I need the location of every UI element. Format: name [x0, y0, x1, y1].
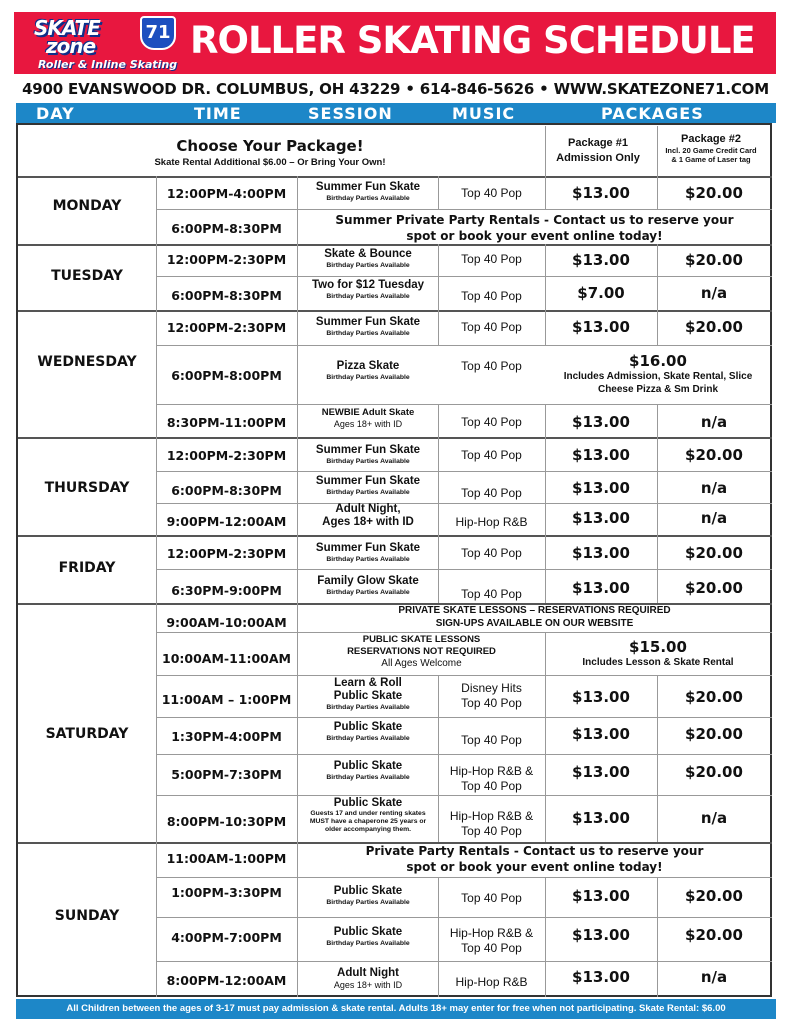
row-12-note-line-2: SIGN-UPS AVAILABLE ON OUR WEBSITE [435, 618, 634, 629]
row-9-time: 9:00PM-12:00AM [166, 514, 287, 529]
row-14-music [438, 681, 545, 711]
row-16-package-1-price: $13.00 [572, 763, 630, 781]
row-17-session-note-2: MUST have a chaperone 25 years or [309, 818, 427, 825]
row-17-package-1-price: $13.00 [572, 809, 630, 827]
row-12-note-line-1: PRIVATE SKATE LESSONS – RESERVATIONS REQUIRED [398, 605, 671, 616]
row-13-price: $15.00 [629, 638, 687, 656]
row-0-package-1-price: $13.00 [572, 184, 630, 202]
header-music: MUSIC [452, 104, 516, 123]
row-3-music: Top 40 Pop [461, 289, 522, 303]
grid-line [156, 471, 772, 472]
row-11-time: 6:30PM-9:00PM [171, 583, 282, 598]
row-15-package-1-price: $13.00 [572, 725, 630, 743]
row-5-session-name: Pizza Skate [336, 360, 400, 372]
row-0-session [298, 181, 438, 203]
grid-line [156, 276, 772, 277]
row-16-music-1: Hip-Hop R&B & [449, 764, 534, 778]
header-time: TIME [194, 104, 242, 123]
row-1-private-party-note [298, 212, 771, 244]
row-20-package-1-price: $13.00 [572, 926, 630, 944]
row-13-price-line-1: Includes Lesson & Skate Rental [582, 657, 734, 668]
row-7-package-2-price: $20.00 [685, 446, 743, 464]
row-4-package-2-price: $20.00 [685, 318, 743, 336]
row-13-session-note: All Ages Welcome [381, 658, 462, 669]
row-0-package-2-price: $20.00 [685, 184, 743, 202]
grid-line [18, 244, 772, 246]
header-session: SESSION [308, 104, 393, 123]
row-11-music: Top 40 Pop [461, 587, 522, 601]
row-9-package-1-price: $13.00 [572, 509, 630, 527]
day-sunday: SUNDAY [54, 908, 120, 924]
row-21-session-note: Ages 18+ with ID [333, 980, 403, 990]
day-friday: FRIDAY [58, 560, 116, 576]
row-10-session-note: Birthday Parties Available [326, 556, 410, 563]
footer-note: All Children between the ages of 3-17 must pay admission & skate rental. Adults 18+ may enter for free when not participating. Skate Rental: $6.00 [16, 999, 776, 1019]
choose-package-title: Choose Your Package! [176, 137, 364, 155]
row-2-time: 12:00PM-2:30PM [166, 252, 287, 267]
row-17-music-2: Top 40 Pop [461, 824, 522, 838]
row-17-time: 8:00PM-10:30PM [166, 814, 287, 829]
row-2-session-name: Skate & Bounce [324, 248, 412, 260]
row-6-time: 8:30PM-11:00PM [166, 415, 287, 430]
row-15-package-2-price: $20.00 [685, 725, 743, 743]
row-21-session-name: Adult Night [337, 967, 399, 979]
row-16-package-2-price: $20.00 [685, 763, 743, 781]
row-2-session [298, 248, 438, 270]
row-18-time: 11:00AM-1:00PM [166, 851, 287, 866]
row-21-package-2-price: n/a [700, 968, 728, 986]
row-10-music: Top 40 Pop [461, 546, 522, 560]
row-13-session-name-2: RESERVATIONS NOT REQUIRED [347, 646, 496, 657]
row-18-note-line-2: spot or book your event online today! [406, 860, 663, 874]
row-13-lesson-package [545, 638, 771, 669]
row-19-session-name: Public Skate [333, 885, 403, 897]
row-21-package-1-price: $13.00 [572, 968, 630, 986]
row-14-session-note: Birthday Parties Available [326, 704, 410, 711]
row-4-music: Top 40 Pop [461, 320, 522, 334]
day-monday: MONDAY [52, 198, 122, 214]
day-tuesday: TUESDAY [51, 268, 123, 284]
row-3-package-1-price: $7.00 [577, 284, 625, 302]
row-20-session-note: Birthday Parties Available [326, 940, 410, 947]
row-8-time: 6:00PM-8:30PM [171, 483, 282, 498]
grid-line [156, 917, 772, 918]
row-11-session-name: Family Glow Skate [317, 575, 419, 587]
row-4-package-1-price: $13.00 [572, 318, 630, 336]
grid-line [545, 126, 546, 176]
row-17-session-note-1: Guests 17 and under renting skates [310, 810, 426, 817]
row-20-time: 4:00PM-7:00PM [171, 930, 282, 945]
logo-number: 71 [145, 22, 171, 43]
row-17-music [438, 809, 545, 839]
grid-line [657, 404, 658, 603]
row-7-time: 12:00PM-2:30PM [166, 448, 287, 463]
row-10-session-name: Summer Fun Skate [315, 542, 421, 554]
row-19-music: Top 40 Pop [461, 891, 522, 905]
row-4-session-name: Summer Fun Skate [315, 316, 421, 328]
row-16-session [298, 760, 438, 782]
day-thursday: THURSDAY [44, 480, 130, 496]
grid-line [156, 632, 772, 633]
row-15-time: 1:30PM-4:00PM [171, 729, 282, 744]
row-5-price-line-1: Includes Admission, Skate Rental, Slice [563, 371, 753, 382]
row-6-package-1-price: $13.00 [572, 413, 630, 431]
grid-line [156, 569, 772, 570]
row-12-private-lessons-note [298, 604, 771, 630]
row-20-music-1: Hip-Hop R&B & [449, 926, 534, 940]
row-0-time: 12:00PM-4:00PM [166, 186, 287, 201]
grid-line [156, 675, 772, 676]
grid-line [18, 310, 772, 312]
grid-line [156, 209, 772, 210]
row-20-music-2: Top 40 Pop [461, 941, 522, 955]
row-15-session [298, 721, 438, 743]
row-2-session-note: Birthday Parties Available [326, 262, 410, 269]
package-2-desc-2: & 1 Game of Laser tag [671, 155, 751, 164]
row-14-music-2: Top 40 Pop [461, 696, 522, 710]
row-17-music-1: Hip-Hop R&B & [449, 809, 534, 823]
row-7-session [298, 444, 438, 466]
row-5-session [298, 360, 438, 382]
grid-line [156, 961, 772, 962]
row-7-session-note: Birthday Parties Available [326, 458, 410, 465]
row-0-session-note: Birthday Parties Available [326, 195, 410, 202]
row-3-package-2-price: n/a [700, 284, 728, 302]
row-13-session [298, 634, 545, 670]
header-day: DAY [36, 104, 75, 123]
row-12-time: 9:00AM-10:00AM [166, 615, 287, 630]
grid-line [156, 795, 772, 796]
row-13-session-name: PUBLIC SKATE LESSONS [362, 634, 481, 645]
row-3-session [298, 279, 438, 301]
row-18-note-line-1: Private Party Rentals - Contact us to reserve your [365, 844, 704, 858]
row-4-time: 12:00PM-2:30PM [166, 320, 287, 335]
header-packages: PACKAGES [601, 104, 704, 123]
row-16-session-note: Birthday Parties Available [326, 774, 410, 781]
row-3-session-note: Birthday Parties Available [326, 293, 410, 300]
row-15-music: Top 40 Pop [461, 733, 522, 747]
row-10-time: 12:00PM-2:30PM [166, 546, 287, 561]
row-19-session-note: Birthday Parties Available [326, 899, 410, 906]
row-11-package-2-price: $20.00 [685, 579, 743, 597]
grid-line [156, 404, 772, 405]
row-4-session-note: Birthday Parties Available [326, 330, 410, 337]
row-14-package-1-price: $13.00 [572, 688, 630, 706]
row-16-music [438, 764, 545, 794]
row-9-session-name-2: Ages 18+ with ID [322, 516, 414, 528]
row-3-time: 6:00PM-8:30PM [171, 288, 282, 303]
row-10-session [298, 542, 438, 564]
row-17-package-2-price: n/a [700, 809, 728, 827]
row-10-package-2-price: $20.00 [685, 544, 743, 562]
row-17-session-name: Public Skate [333, 797, 403, 809]
row-21-time: 8:00PM-12:00AM [166, 973, 287, 988]
row-2-package-2-price: $20.00 [685, 251, 743, 269]
skate-rental-note: Skate Rental Additional $6.00 – Or Bring Your Own! [154, 157, 386, 168]
skatezone-logo [28, 10, 178, 72]
row-8-music: Top 40 Pop [461, 486, 522, 500]
page-title: ROLLER SKATING SCHEDULE [190, 19, 755, 62]
row-19-time: 1:00PM-3:30PM [171, 885, 282, 900]
row-19-package-1-price: $13.00 [572, 887, 630, 905]
row-13-time: 10:00AM-11:00AM [162, 651, 291, 666]
row-8-session-note: Birthday Parties Available [326, 489, 410, 496]
row-5-music: Top 40 Pop [461, 359, 522, 373]
grid-line [18, 437, 772, 439]
row-7-session-name: Summer Fun Skate [315, 444, 421, 456]
row-2-music: Top 40 Pop [461, 252, 522, 266]
row-18-private-party-note [298, 843, 771, 875]
grid-line [18, 176, 772, 178]
package-2-header [655, 132, 767, 164]
row-14-session [298, 677, 438, 712]
address-line: 4900 EVANSWOOD DR. COLUMBUS, OH 43229 • 614-846-5626 • WWW.SKATEZONE71.COM [22, 80, 769, 98]
row-14-session-name: Learn & Roll [334, 677, 402, 689]
grid-line [156, 503, 772, 504]
row-15-session-note: Birthday Parties Available [326, 735, 410, 742]
row-15-session-name: Public Skate [333, 721, 403, 733]
row-14-time: 11:00AM – 1:00PM [161, 692, 292, 707]
row-9-package-2-price: n/a [700, 509, 728, 527]
row-11-session [298, 575, 438, 597]
row-20-session [298, 926, 438, 948]
grid-line [438, 404, 439, 603]
row-1-note-line-1: Summer Private Party Rentals - Contact us to reserve your [335, 213, 734, 227]
package-1-title: Package #1 [568, 137, 628, 149]
row-1-time: 6:00PM-8:30PM [171, 221, 282, 236]
day-wednesday: WEDNESDAY [37, 354, 137, 370]
row-14-package-2-price: $20.00 [685, 688, 743, 706]
row-6-session-note: Ages 18+ with ID [333, 419, 403, 429]
row-5-price: $16.00 [629, 352, 687, 370]
row-21-music: Hip-Hop R&B [455, 975, 528, 989]
row-1-note-line-2: spot or book your event online today! [406, 229, 663, 243]
day-saturday: SATURDAY [45, 726, 129, 742]
logo-tagline: Roller & Inline Skating [38, 58, 178, 71]
row-5-price-line-2: Cheese Pizza & Sm Drink [597, 384, 719, 395]
package-1-desc: Admission Only [556, 152, 640, 164]
row-8-session [298, 475, 438, 497]
row-14-music-1: Disney Hits [461, 681, 522, 695]
row-16-music-2: Top 40 Pop [461, 779, 522, 793]
column-header-bar [16, 103, 776, 123]
row-7-music: Top 40 Pop [461, 448, 522, 462]
row-19-session [298, 885, 438, 907]
row-19-package-2-price: $20.00 [685, 887, 743, 905]
row-6-session [298, 406, 438, 430]
row-2-package-1-price: $13.00 [572, 251, 630, 269]
row-11-package-1-price: $13.00 [572, 579, 630, 597]
row-8-session-name: Summer Fun Skate [315, 475, 421, 487]
grid-line [156, 345, 772, 346]
row-14-session-name-2: Public Skate [333, 690, 403, 702]
grid-line [18, 535, 772, 537]
row-21-session [298, 967, 438, 991]
row-20-music [438, 926, 545, 956]
row-5-pizza-package [545, 352, 771, 396]
interstate-shield-icon [140, 16, 176, 50]
row-10-package-1-price: $13.00 [572, 544, 630, 562]
row-3-session-name: Two for $12 Tuesday [311, 279, 425, 291]
row-7-package-1-price: $13.00 [572, 446, 630, 464]
row-9-session [298, 503, 438, 529]
row-0-session-name: Summer Fun Skate [315, 181, 421, 193]
logo-text-zone: zone [46, 34, 96, 58]
grid-line [156, 717, 772, 718]
package-2-title: Package #2 [681, 133, 741, 145]
row-9-music: Hip-Hop R&B [455, 515, 528, 529]
row-16-time: 5:00PM-7:30PM [171, 767, 282, 782]
row-8-package-1-price: $13.00 [572, 479, 630, 497]
row-17-session-note-3: older accompanying them. [324, 826, 412, 833]
logo-text-skate: SKATE [34, 16, 100, 40]
row-8-package-2-price: n/a [700, 479, 728, 497]
row-16-session-name: Public Skate [333, 760, 403, 772]
grid-line [156, 754, 772, 755]
row-5-session-note: Birthday Parties Available [326, 374, 410, 381]
row-11-session-note: Birthday Parties Available [326, 589, 410, 596]
row-0-music: Top 40 Pop [461, 186, 522, 200]
row-4-session [298, 316, 438, 338]
grid-line [156, 877, 772, 878]
row-6-package-2-price: n/a [700, 413, 728, 431]
row-6-session-name: NEWBIE Adult Skate [321, 407, 415, 418]
grid-line [545, 404, 546, 603]
row-20-package-2-price: $20.00 [685, 926, 743, 944]
row-5-time: 6:00PM-8:00PM [171, 368, 282, 383]
row-9-session-name: Adult Night, [335, 503, 401, 515]
package-2-desc-1: Incl. 20 Game Credit Card [665, 146, 757, 155]
row-20-session-name: Public Skate [333, 926, 403, 938]
row-6-music: Top 40 Pop [461, 415, 522, 429]
package-1-header [548, 136, 648, 166]
row-17-session [298, 797, 438, 834]
